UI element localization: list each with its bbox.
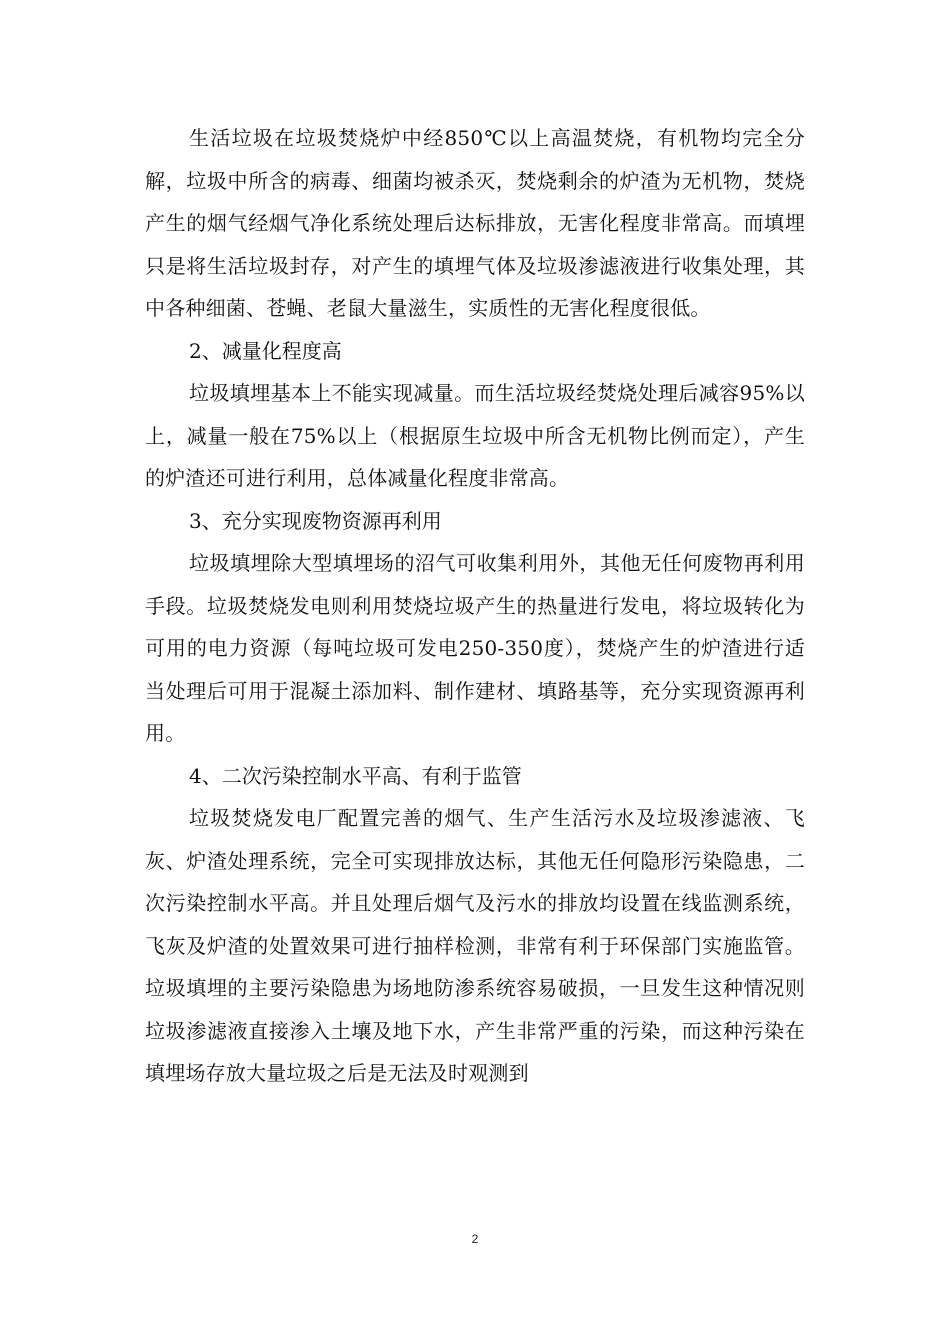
paragraph-resource-reuse: 垃圾填埋除大型填埋场的沼气可收集利用外，其他无任何废物再利用手段。垃圾焚烧发电则利用焚烧垃圾产生的热量进行发电，将垃圾转化为可用的电力资源（每吨垃圾可发电250-350度），焚烧产生的炉渣进行适当处理后可用于混凝土添加料、制作建材、填路基等，充分实现资源再利用。 (145, 551, 805, 745)
section-heading-pollution-control: 4、二次污染控制水平高、有利于监管 (189, 763, 522, 788)
section-heading-resource-reuse: 3、充分实现废物资源再利用 (189, 508, 442, 533)
section-heading-reduction: 2、减量化程度高 (189, 338, 342, 363)
document-body (145, 117, 805, 1095)
paragraph-harmless-treatment: 生活垃圾在垃圾焚烧炉中经850℃以上高温焚烧，有机物均完全分解，垃圾中所含的病毒、细菌均被杀灭，焚烧剩余的炉渣为无机物，焚烧产生的烟气经烟气净化系统处理后达标排放，无害化程度非常高。而填埋只是将生活垃圾封存，对产生的填埋气体及垃圾渗滤液进行收集处理，其中各种细菌、苍蝇、老鼠大量滋生，实质性的无害化程度很低。 (145, 126, 805, 320)
paragraph-pollution-control: 垃圾焚烧发电厂配置完善的烟气、生产生活污水及垃圾渗滤液、飞灰、炉渣处理系统，完全可实现排放达标，其他无任何隐形污染隐患，二次污染控制水平高。并且处理后烟气及污水的排放均设置在线监测系统，飞灰及炉渣的处置效果可进行抽样检测，非常有利于环保部门实施监管。垃圾填埋的主要污染隐患为场地防渗系统容易破损，一旦发生这种情况则垃圾渗滤液直接渗入土壤及地下水，产生非常严重的污染，而这种污染在填埋场存放大量垃圾之后是无法及时观测到 (145, 806, 805, 1085)
paragraph-reduction: 垃圾填埋基本上不能实现减量。而生活垃圾经焚烧处理后减容95%以上，减量一般在75%以上（根据原生垃圾中所含无机物比例而定），产生的炉渣还可进行利用，总体减量化程度非常高。 (145, 381, 805, 490)
page-number: 2 (471, 1232, 479, 1246)
